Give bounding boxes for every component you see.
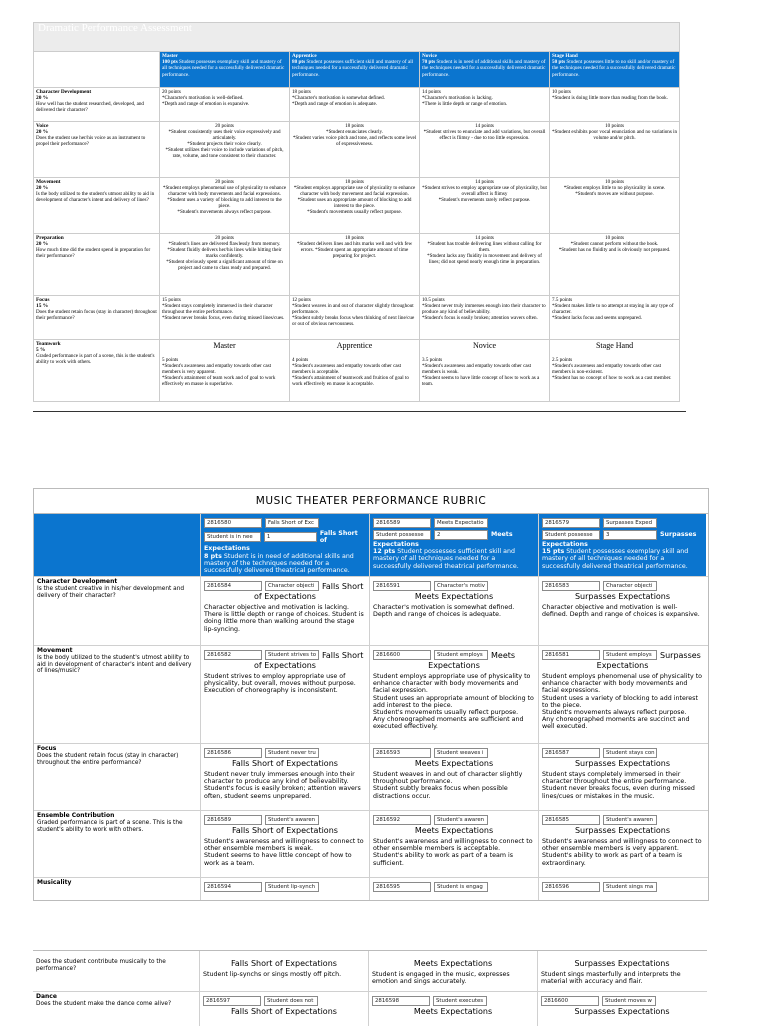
criterion: Focus Does the student retain focus (stay in character) throughout the entire performance? bbox=[37, 745, 179, 766]
cell-text-field[interactable]: Student's awaren bbox=[603, 815, 657, 825]
score-cell: 10 points *Student is doing little more than reading from the book. bbox=[550, 88, 680, 122]
table-row bbox=[34, 878, 708, 900]
criterion: Dance Does the student make the dance come alive? bbox=[36, 993, 172, 1007]
table-row bbox=[34, 296, 680, 340]
level-header-row bbox=[34, 514, 708, 577]
score-cell bbox=[538, 878, 706, 900]
score-cell: 10 points *Student employs little to no physicality in scene. *Student's moves are without purpose. bbox=[550, 178, 680, 234]
score-cell: 2816585 Student's awaren Surpasses Expectations Student's awareness and willingness to connect to other ensemble members is very apparent. Student's ability to work as part of a team is extraordinary. bbox=[538, 811, 706, 877]
score-cell: 2816598 Student executes Meets Expectations bbox=[368, 992, 537, 1026]
cell-text-field[interactable]: Student weaves i bbox=[434, 748, 488, 758]
cell-text-field[interactable]: Student never tru bbox=[265, 748, 319, 758]
cell-text-field[interactable]: Student sings ma bbox=[603, 882, 657, 892]
cell-id-field[interactable]: 2816595 bbox=[373, 882, 431, 892]
score-cell: 2816593 Student weaves i Meets Expectations Student weaves in and out of character slightly throughout performance. Student subtly breaks focus when possible distractions occur. bbox=[369, 744, 538, 810]
score-cell: 2816600 Student moves w Surpasses Expectations bbox=[537, 992, 706, 1026]
table-row bbox=[34, 234, 680, 296]
cell-id-field[interactable]: 2816586 bbox=[204, 748, 262, 758]
divider bbox=[33, 411, 686, 412]
score-cell: 2816600 Student employs Meets Expectations Student employs appropriate use of physicality to enhance character with body movements and facial expression. Student uses an appropriate amount of blocking to add interest to the piece. Student's movements usually reflect purpose. Any choreographed moments are sufficient and executed effectively. bbox=[369, 646, 538, 743]
score-cell bbox=[200, 878, 369, 900]
cell-text-field[interactable]: Student moves w bbox=[602, 996, 656, 1006]
criterion: Ensemble Contribution Graded performance is part of a scene. This is the student's ability to work with others. bbox=[37, 812, 183, 833]
cell-text-field[interactable]: Character objecti bbox=[265, 581, 319, 591]
level-desc-field[interactable]: Student possesse bbox=[542, 530, 600, 540]
score-cell: 2816591 Character's motiv Meets Expectations Character's motivation is somewhat defined. Depth and range of choices is adequate. bbox=[369, 577, 538, 645]
level-name-field[interactable]: Falls Short of Exc bbox=[265, 518, 319, 528]
music-theater-rubric bbox=[33, 488, 709, 901]
cell-id-field[interactable]: 2816593 bbox=[373, 748, 431, 758]
cell-text-field[interactable]: Student employs bbox=[434, 650, 488, 660]
level-id-field[interactable]: 2816589 bbox=[373, 518, 431, 528]
level-id-field[interactable]: 2816579 bbox=[542, 518, 600, 528]
level-novice: Novice 70 pts Student is in need of additional skills and mastery of the techniques needed for a successfully delivered dramatic performance. bbox=[420, 52, 550, 88]
score-cell: 2816589 Student's awaren Falls Short of Expectations Student's awareness and willingness to connect to other ensemble members is weak. Student seems to have little concept of how to work as a team. bbox=[200, 811, 369, 877]
cell-text-field[interactable]: Student stays con bbox=[603, 748, 657, 758]
score-cell: 14 points *Student has trouble delivering lines without calling for them. *Student lacks any fluidity in movement and delivery of lines; did not spend nearly enough time in preparation. bbox=[420, 234, 550, 296]
criterion: Focus 15 % Does the student retain focus (stay in character) throughout their performance? bbox=[34, 296, 160, 340]
score-cell: 18 points *Student enunciates clearly. *Student varies voice pitch and tone, and reflects some level of expressiveness. bbox=[290, 122, 420, 178]
score-cell: 2816592 Student's awaren Meets Expectations Student's awareness and willingness to connect to other ensemble members is acceptable. Student's ability to work as part of a team is sufficient. bbox=[369, 811, 538, 877]
score-cell: 2816587 Student stays con Surpasses Expectations Student stays completely immersed in their character throughout the entire performance. Student never breaks focus, even during missed lines/cues or mistakes in the music. bbox=[538, 744, 706, 810]
score-cell: Apprentice 4 points *Student's awareness and empathy towards other cast members is acceptable. *Student's attainment of teamwork and fruition of goal to work effectively en masse is acceptable. bbox=[290, 340, 420, 402]
table-row bbox=[33, 951, 707, 992]
score-cell: Master 5 points *Student's awareness and empathy towards other cast members is very apparent. *Student's attainment of team work and of goal to work effectively en masse is superlative. bbox=[160, 340, 290, 402]
criterion: Does the student contribute musically to the performance? bbox=[36, 959, 166, 972]
score-cell: 14 points *Student strives to enunciate and add variations, but overall effect is flimsy - due to too little expression. bbox=[420, 122, 550, 178]
score-cell: Novice 3.5 points *Student's awareness and empathy towards other cast members is weak. *Student seems to have little concept of how to work as a team. bbox=[420, 340, 550, 402]
level-apprentice: Apprentice 80 pts Student possesses sufficient skill and mastery of all techniques needed for a successfully delivered dramatic performance. bbox=[290, 52, 420, 88]
level-points-field[interactable]: 3 bbox=[603, 530, 657, 540]
table-row bbox=[34, 122, 680, 178]
table-row bbox=[34, 646, 708, 744]
table-row bbox=[33, 992, 707, 1026]
criterion: Character Development Is the student creative in his/her development and delivery of their character? bbox=[37, 578, 185, 599]
score-cell: Stage Hand 2.5 points *Student's awareness and empathy towards other cast members is non-existent. *Student has no concept of how to work as a cast member. bbox=[550, 340, 680, 402]
level-falls-short: 2816580 Falls Short of Exc Student is in nee 1 Falls Short of Expectations 8 pts Student is in need of additional skills and mastery of the techniques needed for a successfully delivered theatrical performance. bbox=[200, 514, 369, 576]
header-blank bbox=[34, 52, 160, 88]
score-cell: Surpasses Expectations Student sings masterfully and interprets the material with accuracy and flair. bbox=[537, 951, 706, 991]
score-cell: 20 points *Student employs phenomenal use of physicality to enhance character with body movements and facial expressions. *Student uses a variety of blocking to add interest to the piece. *Student's movements always reflect purpose. bbox=[160, 178, 290, 234]
score-cell: 20 points *Character's motivation is well-defined. *Depth and range of emotion is expansive. bbox=[160, 88, 290, 122]
table-row bbox=[34, 178, 680, 234]
criterion: Movement Is the body utilized to the student's utmost ability to aid in development of character's intent and delivery of lines/music? bbox=[37, 647, 192, 675]
cell-text-field[interactable]: Student's awaren bbox=[265, 815, 319, 825]
cell-id-field[interactable]: 2816589 bbox=[204, 815, 262, 825]
score-cell: 7.5 points *Student makes little to no attempt at staying in any type of character. *Student lacks focus and seems unprepared. bbox=[550, 296, 680, 340]
score-cell: 15 points *Student stays completely immersed in their character throughout the entire performance. *Student never breaks focus, even during missed lines/cues. bbox=[160, 296, 290, 340]
criterion: Preparation 20 % How much time did the student spend in preparation for their performance? bbox=[34, 234, 160, 296]
score-cell: 10.5 points *Student never truly immerses enough into their character to produce any kind of believability. *Student's focus is easily broken; attention wavers often. bbox=[420, 296, 550, 340]
cell-id-field[interactable]: 2816594 bbox=[204, 882, 262, 892]
cell-id-field[interactable]: 2816581 bbox=[542, 650, 600, 660]
cell-text-field[interactable]: Student executes bbox=[433, 996, 487, 1006]
score-cell: 10 points *Student exhibits poor vocal enunciation and no variations in volume and/or pitch. bbox=[550, 122, 680, 178]
score-cell: 18 points *Student delivers lines and hits marks well and with few errors. *Student spent an appropriate amount of time preparing for project. bbox=[290, 234, 420, 296]
cell-id-field[interactable]: 2816583 bbox=[542, 581, 600, 591]
level-desc-field[interactable]: Student is in nee bbox=[204, 532, 261, 542]
level-meets: 2816589 Meets Expectatio Student possesse 2 Meets Expectations 12 pts Student possesses sufficient skill and mastery of all techniques needed for a successfully delivered theatrical performance. bbox=[369, 514, 538, 576]
score-cell: 12 points *Student weaves in and out of character slightly throughout performance. *Student subtly breaks focus when thinking of next line/cue or out of obvious nervousness. bbox=[290, 296, 420, 340]
cell-id-field[interactable]: 2816592 bbox=[373, 815, 431, 825]
level-points-field[interactable]: 2 bbox=[434, 530, 488, 540]
criterion: Musicality bbox=[37, 879, 72, 886]
level-master: Master 100 pts Student possesses exemplary skill and mastery of all techniques needed for a successfully delivered dramatic performance. bbox=[160, 52, 290, 88]
criterion: Voice 20 % Does the student use her/his voice as an instrument to propel their performance? bbox=[34, 122, 160, 178]
level-desc-field[interactable]: Student possesse bbox=[373, 530, 431, 540]
cell-id-field[interactable]: 2816584 bbox=[204, 581, 262, 591]
score-cell: 2816584 Character objecti Falls Short of Expectations Character objective and motivation is lacking. There is little depth or range of choices. Student is doing little more than walking around the stage lip-syncing. bbox=[200, 577, 369, 645]
score-cell: 10 points *Student cannot perform without the book. *Student has no fluidity and is obviously not prepared. bbox=[550, 234, 680, 296]
cell-id-field[interactable]: 2816600 bbox=[373, 650, 431, 660]
dramatic-assessment-table bbox=[33, 22, 680, 402]
level-stage-hand: Stage Hand 50 pts Student possesses little to no skill and/or mastery of the techniques needed for a successfully delivered dramatic performance. bbox=[550, 52, 680, 88]
score-cell: 2816586 Student never tru Falls Short of Expectations Student never truly immerses enough into their character to produce any kind of believability. Student's focus is easily broken; attention wavers often, student seems unprepared. bbox=[200, 744, 369, 810]
cell-id-field[interactable]: 2816582 bbox=[204, 650, 262, 660]
cell-text-field[interactable]: Student does not bbox=[264, 996, 318, 1006]
level-points-field[interactable]: 1 bbox=[264, 532, 317, 542]
rubric-continuation bbox=[33, 950, 707, 1026]
score-cell: 2816583 Character objecti Surpasses Expectations Character objective and motivation is well-defined. Depth and range of choices is expansive. bbox=[538, 577, 706, 645]
cell-text-field[interactable]: Student is engag bbox=[434, 882, 488, 892]
score-cell: 14 points *Character's motivation is lacking. *There is little depth or range of emotion. bbox=[420, 88, 550, 122]
table-row bbox=[34, 577, 708, 646]
cell-id-field[interactable]: 2816600 bbox=[541, 996, 599, 1006]
level-surpasses: 2816579 Surpasses Exped Student possesse 3 Surpasses Expectations 15 pts Student possesses exemplary skill and mastery of all techniques needed for a successfully delivered theatrical performance. bbox=[538, 514, 706, 576]
criterion: Teamwork 5 % Graded performance is part of a scene, this is the student's ability to work with others. bbox=[34, 340, 160, 402]
cell-text-field[interactable]: Student lip-synch bbox=[265, 882, 319, 892]
header-blank bbox=[34, 514, 200, 576]
score-cell: 2816582 Student strives to Falls Short of Expectations Student strives to employ appropriate use of physicality, but overall, moves without purpose. Execution of choreography is inconsistent. bbox=[200, 646, 369, 743]
cell-text-field[interactable]: Student's awaren bbox=[434, 815, 488, 825]
cell-text-field[interactable]: Student employs bbox=[603, 650, 657, 660]
table-row bbox=[34, 744, 708, 811]
score-cell: 18 points *Student employs appropriate use of physicality to enhance character with body movement and facial expression. *Student uses an appropriate amount of blocking to add interest to the piece. *Student's movements usually reflect purpose. bbox=[290, 178, 420, 234]
table-row bbox=[34, 811, 708, 878]
score-cell: 2816581 Student employs Surpasses Expectations Student employs phenomenal use of physicality to enhance character with body movements and facial expressions. Student uses a variety of blocking to add interest to the piece. Student's movements always reflect purpose. Any choreographed moments are succinct and well executed. bbox=[538, 646, 706, 743]
score-cell bbox=[369, 878, 538, 900]
cell-text-field[interactable]: Character objecti bbox=[603, 581, 657, 591]
cell-id-field[interactable]: 2816596 bbox=[542, 882, 600, 892]
criterion: Movement 20 % Is the body utilized to the student's utmost ability to aid in development of character's intent and delivery of lines? bbox=[34, 178, 160, 234]
score-cell: Meets Expectations Student is engaged in the music, expresses emotion and sings accurately. bbox=[368, 951, 537, 991]
cell-id-field[interactable]: 2816585 bbox=[542, 815, 600, 825]
score-cell: 2816597 Student does not Falls Short of Expectations bbox=[199, 992, 368, 1026]
table-row bbox=[34, 88, 680, 122]
score-cell: 20 points *Student's lines are delivered flawlessly from memory. *Student fluidly delivers her/his lines while hitting their marks confidently. *Student obviously spent a significant amount of time on project and came to class ready and prepared. bbox=[160, 234, 290, 296]
cell-text-field[interactable]: Student strives to bbox=[265, 650, 319, 660]
level-name-field[interactable]: Surpasses Exped bbox=[603, 518, 657, 528]
table-title: Dramatic Performance Assessment bbox=[34, 23, 680, 52]
cell-id-field[interactable]: 2816598 bbox=[372, 996, 430, 1006]
cell-id-field[interactable]: 2816587 bbox=[542, 748, 600, 758]
score-cell: Falls Short of Expectations Student lip-synchs or sings mostly off pitch. bbox=[199, 951, 368, 991]
level-name-field[interactable]: Meets Expectatio bbox=[434, 518, 488, 528]
score-cell: 20 points *Student consistently uses their voice expressively and articulately. *Student projects their voice clearly. *Student utilizes their voice to include variations of pitch, rate, volume, and tone consistent to their character. bbox=[160, 122, 290, 178]
level-header-row bbox=[34, 52, 680, 88]
cell-text-field[interactable]: Character's motiv bbox=[434, 581, 488, 591]
cell-id-field[interactable]: 2816591 bbox=[373, 581, 431, 591]
score-cell: 14 points *Student strives to employ appropriate use of physicality, but overall affect is flimsy *Student's movements rarely reflect purpose. bbox=[420, 178, 550, 234]
level-id-field[interactable]: 2816580 bbox=[204, 518, 262, 528]
score-cell: 18 points *Character's motivation is somewhat defined. *Depth and range of emotion is adequate. bbox=[290, 88, 420, 122]
table-row bbox=[34, 340, 680, 402]
criterion: Character Development 20 % How well has the student researched, developed, and delivered their character? bbox=[34, 88, 160, 122]
rubric-title: MUSIC THEATER PERFORMANCE RUBRIC bbox=[34, 489, 708, 514]
cell-id-field[interactable]: 2816597 bbox=[203, 996, 261, 1006]
